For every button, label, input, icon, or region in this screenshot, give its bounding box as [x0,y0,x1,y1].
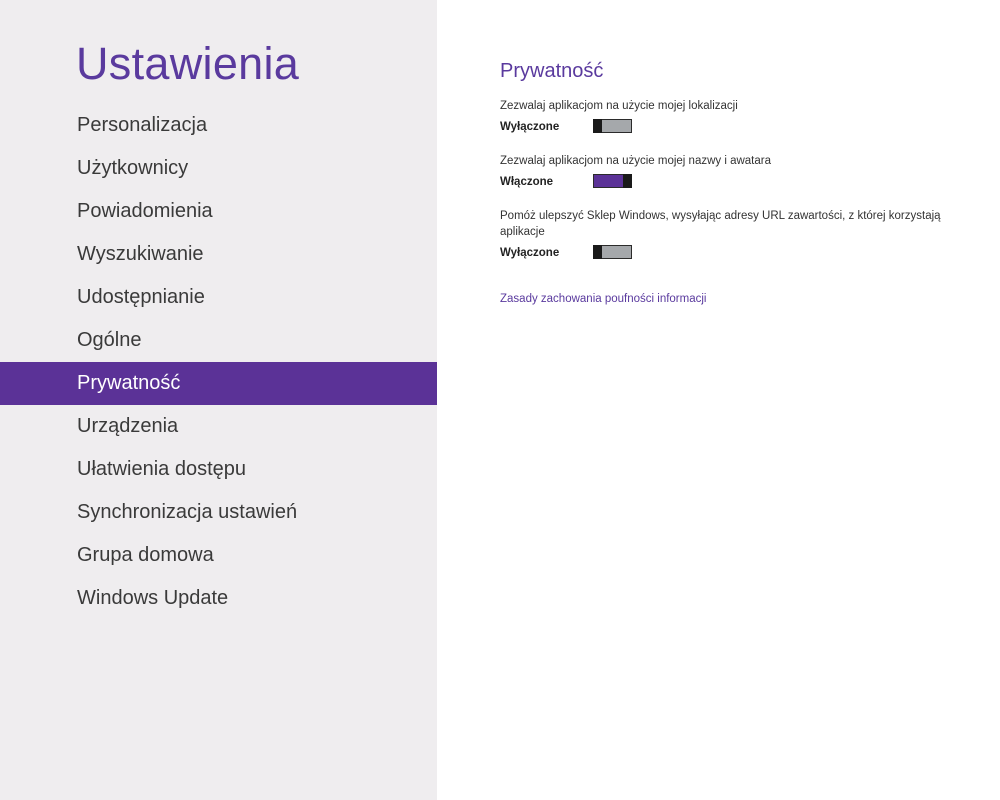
setting-state: Wyłączone [500,247,560,259]
location-toggle[interactable] [593,119,632,133]
sidebar-title: Ustawienia [76,38,300,89]
sidebar-item-personalization[interactable]: Personalizacja [77,114,208,136]
page-title: Prywatność [500,60,604,82]
sidebar-item-privacy[interactable]: Prywatność [0,362,437,405]
toggle-thumb [623,174,632,188]
sidebar-item-devices[interactable]: Urządzenia [77,415,179,437]
settings-sidebar [0,0,437,800]
sidebar-item-users[interactable]: Użytkownicy [77,157,189,179]
setting-state: Włączone [500,176,554,188]
toggle-thumb [593,119,602,133]
setting-row [500,118,960,136]
sidebar-item-sharing[interactable]: Udostępnianie [77,286,205,308]
sidebar-item-search[interactable]: Wyszukiwanie [77,243,204,265]
sidebar-item-sync-settings[interactable]: Synchronizacja ustawień [77,501,298,523]
setting-name-avatar [500,153,960,191]
store-urls-toggle[interactable] [593,245,632,259]
setting-label: Zezwalaj aplikacjom na użycie mojej nazwy i awatara [500,155,772,167]
sidebar-item-homegroup[interactable]: Grupa domowa [77,544,214,566]
privacy-policy-link[interactable]: Zasady zachowania poufności informacji [500,293,707,305]
sidebar-item-notifications[interactable]: Powiadomienia [77,200,213,222]
setting-row [500,173,960,191]
setting-label: Zezwalaj aplikacjom na użycie mojej lokalizacji [500,100,738,112]
sidebar-item-general[interactable]: Ogólne [77,329,142,351]
sidebar-item-windows-update[interactable]: Windows Update [77,587,229,609]
setting-row [500,244,960,262]
sidebar-item-ease-of-access[interactable]: Ułatwienia dostępu [77,458,246,480]
setting-store-urls [500,208,960,262]
toggle-thumb [593,245,602,259]
setting-location [500,98,960,136]
setting-state: Wyłączone [500,121,560,133]
name-avatar-toggle[interactable] [593,174,632,188]
setting-label: Pomóż ulepszyć Sklep Windows, wysyłając adresy URL zawartości, z której korzystają aplikacje [500,210,941,238]
privacy-settings-panel [500,56,960,305]
settings-nav [0,104,437,620]
